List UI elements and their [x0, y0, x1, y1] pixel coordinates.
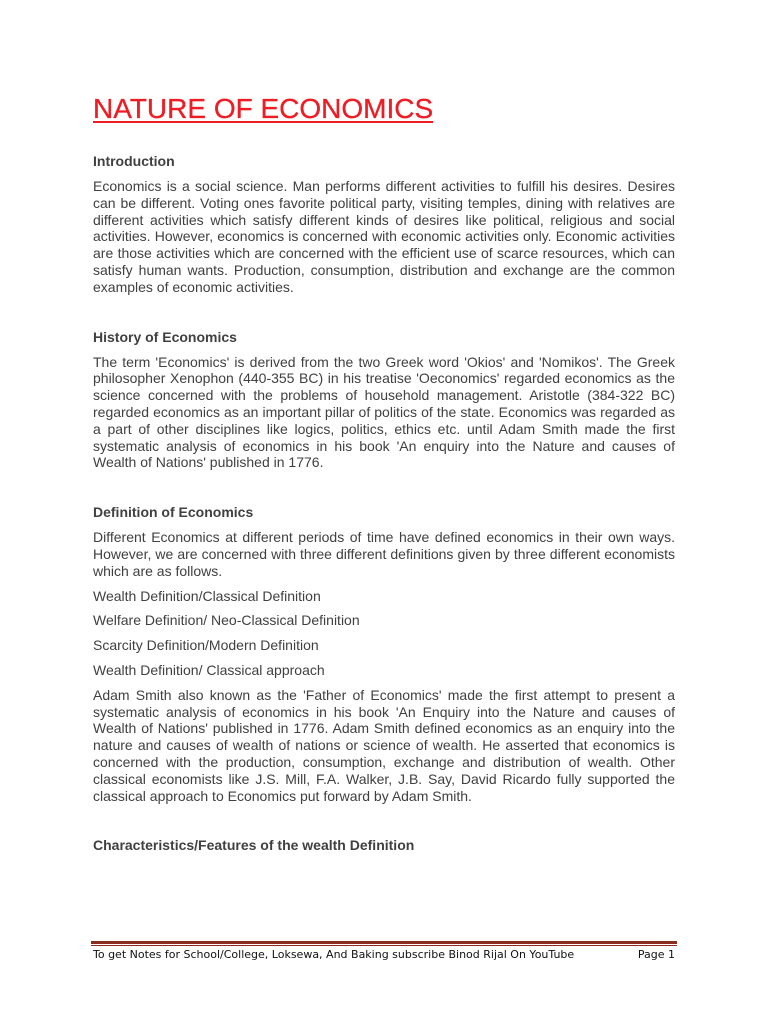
- section-heading-characteristics: Characteristics/Features of the wealth Definition: [93, 837, 415, 854]
- section-body-history: The term 'Economics' is derived from the two Greek word 'Okios' and 'Nomikos'. The Greek philosopher Xenophon (440-355 BC) in his treatise 'Oeconomics' regarded economics as the science concerned with the problems of household management. Aristotle (384-322 BC) regarded economics as an important pillar of politics of the state. Economics was regarded as a part of other disciplines like logics, politics, ethics etc. until Adam Smith made the first systematic analysis of economics in his book 'An enquiry into the Nature and causes of Wealth of Nations' published in 1776.: [93, 353, 675, 471]
- page-number: Page 1: [637, 948, 675, 961]
- section-body-definition: Different Economics at different periods of time have defined economics in their own ways. However, we are concerned with three different definitions given by three different economists which are as follows.: [93, 529, 675, 579]
- section-heading-history: History of Economics: [93, 328, 237, 345]
- definition-list-item: Wealth Definition/ Classical approach: [93, 661, 325, 678]
- footer-rule: [91, 941, 677, 944]
- footer-note: To get Notes for School/College, Loksewa, And Baking subscribe Binod Rijal On YouTube: [93, 948, 575, 961]
- footer-rule-thin: [91, 945, 677, 946]
- definition-list-item: Welfare Definition/ Neo-Classical Definition: [93, 612, 360, 629]
- document-page: [93, 93, 675, 854]
- section-body-definition-classical: Adam Smith also known as the 'Father of Economics' made the first attempt to present a systematic analysis of economics in his book 'An Enquiry into the Nature and causes of Wealth of Nations' published in 1776. Adam Smith defined economics as an enquiry into the nature and causes of wealth of nations or science of wealth. He asserted that economics is concerned with the production, consumption, exchange and distribution of wealth. Other classical economists like J.S. Mill, F.A. Walker, J.B. Say, David Ricardo fully supported the classical approach to Economics put forward by Adam Smith.: [93, 686, 675, 804]
- section-heading-definition: Definition of Economics: [93, 504, 254, 521]
- definition-list-item: Wealth Definition/Classical Definition: [93, 587, 321, 604]
- section-heading-introduction: Introduction: [93, 153, 175, 169]
- section-body-introduction: Economics is a social science. Man performs different activities to fulfill his desires. Desires can be different. Voting ones favorite political party, visiting temples, dining with relatives are different activities which satisfy different kinds of desires like political, religious and social activities. However, economics is concerned with economic activities only. Economic activities are those activities which are concerned with the efficient use of scarce resources, which can satisfy human wants. Production, consumption, distribution and exchange are the common examples of economic activities.: [93, 178, 675, 295]
- definition-list-item: Scarcity Definition/Modern Definition: [93, 637, 319, 654]
- document-title: NATURE OF ECONOMICS: [93, 93, 434, 124]
